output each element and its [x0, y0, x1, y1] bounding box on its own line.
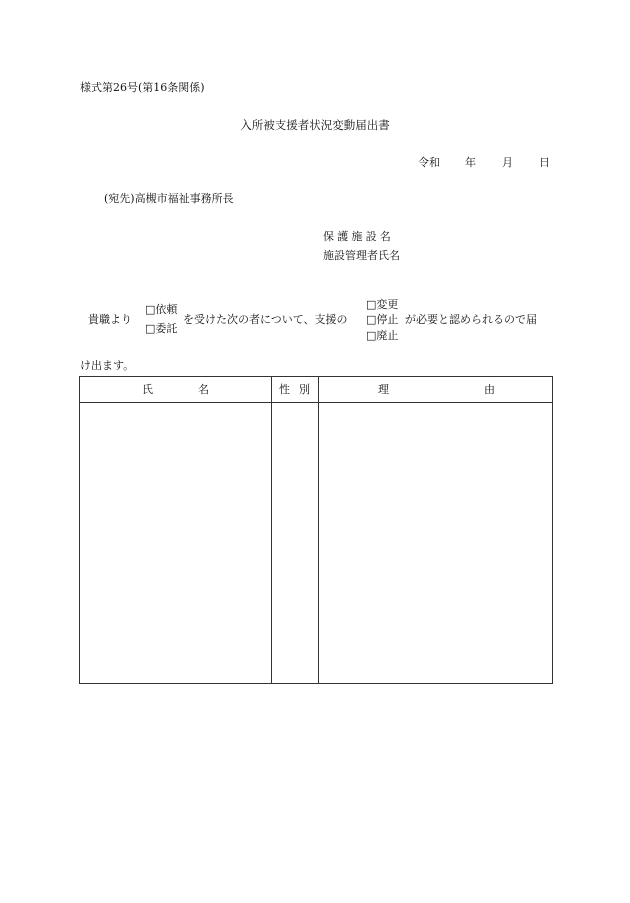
column-header-reason-char2: 由: [484, 383, 495, 396]
records-table: [79, 376, 553, 684]
action-checkbox-abolish[interactable]: □廃止: [366, 329, 399, 342]
header-separator: [80, 402, 552, 403]
addressee: (宛先)高槻市福祉事務所長: [104, 192, 234, 205]
column-header-gender-char1: 性: [279, 383, 290, 396]
facility-name-label: 保護施設名: [323, 230, 394, 243]
action-checkbox-change[interactable]: □変更: [366, 298, 399, 311]
column-divider-name-gender: [271, 377, 272, 683]
request-checkbox-itaku[interactable]: □委託: [145, 322, 178, 335]
date-year-label: 年: [465, 156, 476, 169]
request-checkbox-irai[interactable]: □依頼: [145, 303, 178, 316]
date-era: 令和: [418, 156, 440, 169]
column-divider-gender-reason: [318, 377, 319, 683]
manager-name-label: 施設管理者氏名: [323, 249, 400, 262]
statement-intro: 貴職より: [88, 313, 132, 326]
document-title: 入所被支援者状況変動届出書: [240, 118, 390, 132]
action-checkbox-suspend[interactable]: □停止: [366, 313, 399, 326]
column-header-gender-char2: 別: [299, 383, 310, 396]
statement-continuation: け出ます。: [80, 359, 135, 372]
date-month-label: 月: [502, 156, 513, 169]
statement-middle: を受けた次の者について、支援の: [183, 313, 348, 326]
date-day-label: 日: [539, 156, 550, 169]
column-header-name-char1: 氏: [142, 383, 153, 396]
column-header-reason-char1: 理: [378, 383, 389, 396]
form-number: 様式第26号(第16条関係): [80, 81, 205, 94]
column-header-name-char2: 名: [198, 383, 209, 396]
date-line: [418, 157, 550, 168]
statement-tail: が必要と認められるので届: [405, 313, 537, 326]
